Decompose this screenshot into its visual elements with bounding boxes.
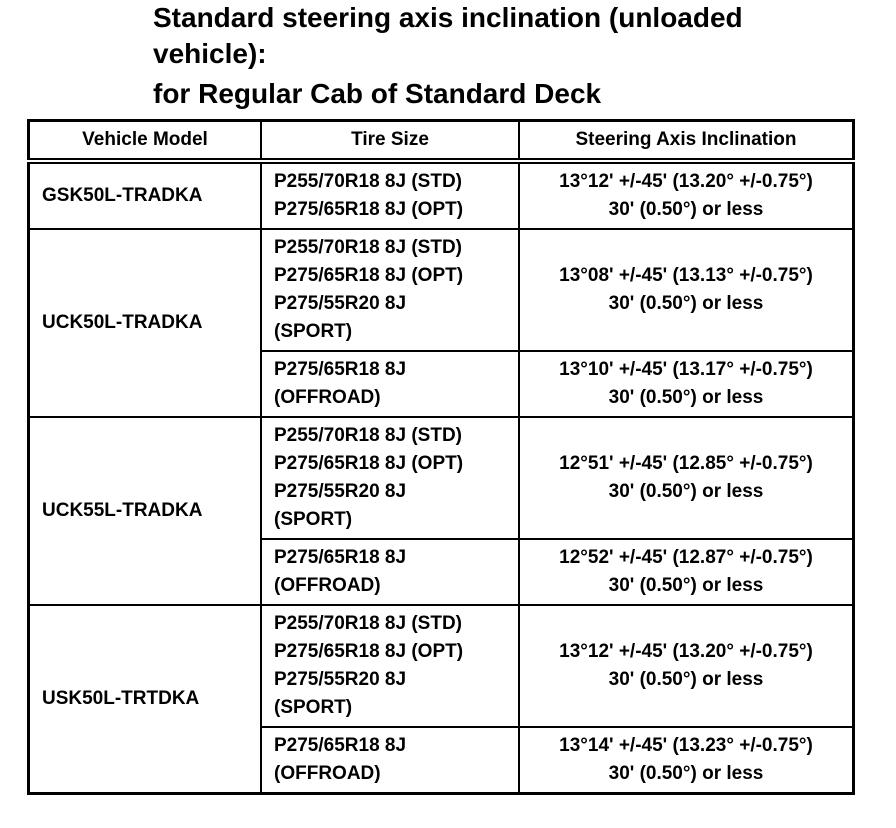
- tire-line: P275/55R20 8J: [274, 481, 407, 502]
- tire-line: P275/65R18 8J: [274, 547, 407, 568]
- sai-value: 12°52' +/-45' (12.87° +/-0.75°): [559, 547, 813, 568]
- title-line: Standard steering axis inclination (unloaded: [153, 2, 743, 33]
- sai-cell: [519, 351, 854, 417]
- tire-line: P255/70R18 8J (STD): [274, 171, 462, 192]
- tire-line: P275/65R18 8J (OPT): [274, 199, 464, 220]
- sai-tolerance: 30' (0.50°) or less: [608, 199, 764, 220]
- sai-tolerance: 30' (0.50°) or less: [608, 387, 764, 408]
- sai-cell: [519, 161, 854, 229]
- title-line: vehicle):: [153, 38, 267, 69]
- sai-tolerance: 30' (0.50°) or less: [608, 669, 764, 690]
- tire-line: (OFFROAD): [274, 763, 381, 784]
- sai-cell: [519, 605, 854, 727]
- tire-line: (SPORT): [274, 697, 353, 718]
- sai-cell: [519, 229, 854, 351]
- sai-tolerance: 30' (0.50°) or less: [608, 763, 764, 784]
- sai-tolerance: 30' (0.50°) or less: [608, 293, 764, 314]
- tire-line: P255/70R18 8J (STD): [274, 425, 462, 446]
- header-row: [29, 121, 854, 162]
- table-row: [29, 229, 854, 351]
- vehicle-model-cell: USK50L-TRTDKA: [29, 605, 262, 794]
- sai-cell: [519, 727, 854, 794]
- tire-size-cell: [261, 229, 519, 351]
- vehicle-model-cell: GSK50L-TRADKA: [29, 161, 262, 229]
- tire-size-cell: [261, 161, 519, 229]
- tire-line: P275/65R18 8J (OPT): [274, 641, 464, 662]
- table-row: [29, 161, 854, 229]
- sai-value: 13°12' +/-45' (13.20° +/-0.75°): [559, 171, 813, 192]
- sai-value: 12°51' +/-45' (12.85° +/-0.75°): [559, 453, 813, 474]
- sai-value: 13°08' +/-45' (13.13° +/-0.75°): [559, 265, 813, 286]
- tire-size-cell: [261, 727, 519, 794]
- vehicle-model-cell: UCK55L-TRADKA: [29, 417, 262, 605]
- header-vehicle-model: Vehicle Model: [29, 121, 262, 162]
- tire-line: (OFFROAD): [274, 575, 381, 596]
- sai-value: 13°12' +/-45' (13.20° +/-0.75°): [559, 641, 813, 662]
- tire-size-cell: [261, 539, 519, 605]
- table-row: [29, 605, 854, 727]
- tire-line: (SPORT): [274, 321, 353, 342]
- tire-line: P275/65R18 8J (OPT): [274, 453, 464, 474]
- tire-line: P275/65R18 8J (OPT): [274, 265, 464, 286]
- tire-line: (OFFROAD): [274, 387, 381, 408]
- tire-line: P275/55R20 8J: [274, 293, 407, 314]
- table-row: [29, 417, 854, 539]
- sai-value: 13°10' +/-45' (13.17° +/-0.75°): [559, 359, 813, 380]
- tire-line: P255/70R18 8J (STD): [274, 237, 462, 258]
- sai-tolerance: 30' (0.50°) or less: [608, 481, 764, 502]
- tire-line: P275/55R20 8J: [274, 669, 407, 690]
- document-title: [153, 0, 743, 112]
- title-line: for Regular Cab of Standard Deck: [153, 78, 602, 109]
- tire-size-cell: [261, 605, 519, 727]
- tire-line: P255/70R18 8J (STD): [274, 613, 462, 634]
- sai-cell: [519, 539, 854, 605]
- sai-value: 13°14' +/-45' (13.23° +/-0.75°): [559, 735, 813, 756]
- tire-line: (SPORT): [274, 509, 353, 530]
- sai-cell: [519, 417, 854, 539]
- tire-size-cell: [261, 417, 519, 539]
- steering-axis-inclination-table: [27, 119, 855, 795]
- tire-size-cell: [261, 351, 519, 417]
- tire-line: P275/65R18 8J: [274, 735, 407, 756]
- tire-line: P275/65R18 8J: [274, 359, 407, 380]
- header-steering-axis-inclination: Steering Axis Inclination: [519, 121, 854, 162]
- header-tire-size: Tire Size: [261, 121, 519, 162]
- sai-tolerance: 30' (0.50°) or less: [608, 575, 764, 596]
- vehicle-model-cell: UCK50L-TRADKA: [29, 229, 262, 417]
